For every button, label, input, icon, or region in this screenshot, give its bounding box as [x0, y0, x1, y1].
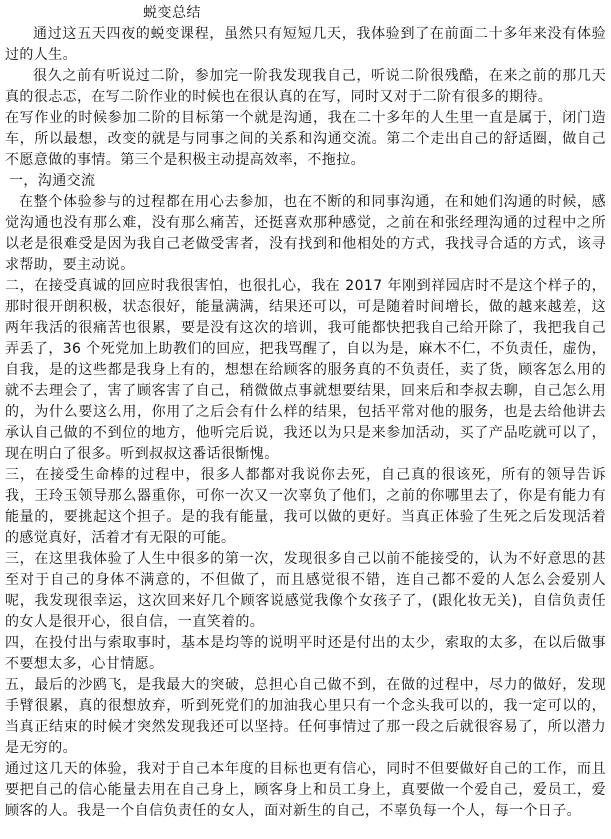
paragraph-life-stick: 三，在接受生命棒的过程中，很多人都都对我说你去死，自己真的很该死，所有的领导告诉我，王玲玉领导那么器重你，可你一次又一次辜负了他们，之前的你哪里去了，你是有能力有能量的，要挑起这个担子。是的我有能量，我可以做的更好。当真正体验了生死之后发现活着的感觉真好，活着才有无限的可能。: [5, 467, 606, 546]
page-title: 蜕变总结: [143, 5, 201, 21]
paragraph-goals: 在写作业的时候参加二阶的目标第一个就是沟通，我在二十多年的人生里一直是属于，闭门造车，所以最想，改变的就是与同事之间的关系和沟通交流。第二个走出自己的舒适圈，做自己不愿意做的事情。第三个是积极主动提高效率，不拖拉。: [5, 110, 606, 168]
paragraph-communication: 在整个体验参与的过程都在用心去参加，也在不断的和同事沟通，在和她们沟通的时候，感觉沟通也没有那么难，没有那么痛苦，还挺喜欢那种感觉，之前在和张经理沟通的过程中之所以老是很难受是因为我自己老做受害者，没有找到和他相处的方式，我找寻合适的方式，该寻求帮助，要主动说。: [5, 194, 606, 273]
paragraph-give-and-take: 四，在投付出与索取事时，基本是均等的说明平时还是付出的太少，索取的太多，在以后做事不要想太多，心甘情愿。: [5, 635, 606, 672]
section-heading-communication: 一，沟通交流: [9, 173, 96, 189]
paragraph-conclusion: 通过这几天的体验，我对于自己本年度的目标也更有信心，同时不但要做好自己的工作，而且要把自己的信心能量去用在自己身上，顾客身上和员工身上，真要做一个爱自己，爱员工，爱顾客的人。我是一个自信负责任的女人，面对新生的自己，不辜负每一个人，每一个日子。: [5, 761, 606, 819]
paragraph-expectation: 很久之前有听说过二阶，参加完一阶我发现我自己，听说二阶很残酷，在来之前的那几天真的很忐忑，在写二阶作业的时候也在很认真的在写，同时又对于二阶有很多的期待。: [5, 68, 606, 105]
paragraph-first-times: 三，在这里我体验了人生中很多的第一次，发现很多自己以前不能接受的，认为不好意思的甚至对于自己的身体不满意的，不但做了，而且感觉很不错，连自己都不爱的人怎么会爱别人呢，我发现很幸运，这次回来好几个顾客说感觉我像个女孩子了，(跟化妆无关)，自信负责任的女人是很开心，很自信，一直笑着的。: [5, 551, 606, 630]
paragraph-seagull: 五，最后的沙鸥飞，是我最大的突破，总担心自己做不到，在做的过程中，尽力的做好，发现手臂很累，真的很想放弃，听到死党们的加油我心里只有一个念头我可以的，我一定可以的，当真正结束的时候才突然发现我还可以坚持。任何事情过了那一段之后就很容易了，所以潜力是无穷的。: [5, 677, 606, 756]
paragraph-intro: 通过这五天四夜的蜕变课程，虽然只有短短几天，我体验到了在前面二十多年来没有体验过的人生。: [5, 26, 606, 63]
paragraph-honest-feedback: 二，在接受真诚的回应时我很害怕，也很扎心，我在 2017 年刚到祥园店时不是这个样子的，那时很开朗积极，状态很好，能量满满，结果还可以，可是随着时间增长，做的越来越差，这两年我活的很痛苦也很累，要是没有这次的培训，我可能都快把我自己给开除了，我把我自己弄丢了，36 个死党加上助教们的回应，把我骂醒了，自以为是，麻木不仁，不负责任，虚伪，自我，是的这些都是我身上有的，想想在给顾客的服务真的不负责任，卖了货，顾客怎么用的就不去理会了，害了顾客害了自己，稍微做点事就想要结果，回来后和李叔去聊，自己怎么用的，为什么要这么用，你用了之后会有什么样的结果，包括平常对他的服务，也是去给他讲去承认自己做的不到位的地方，他听完后说，我还以为只是来参加活动，买了产品吃就可以了，现在明白了很多。听到叔叔这番话很惭愧。: [5, 278, 606, 462]
